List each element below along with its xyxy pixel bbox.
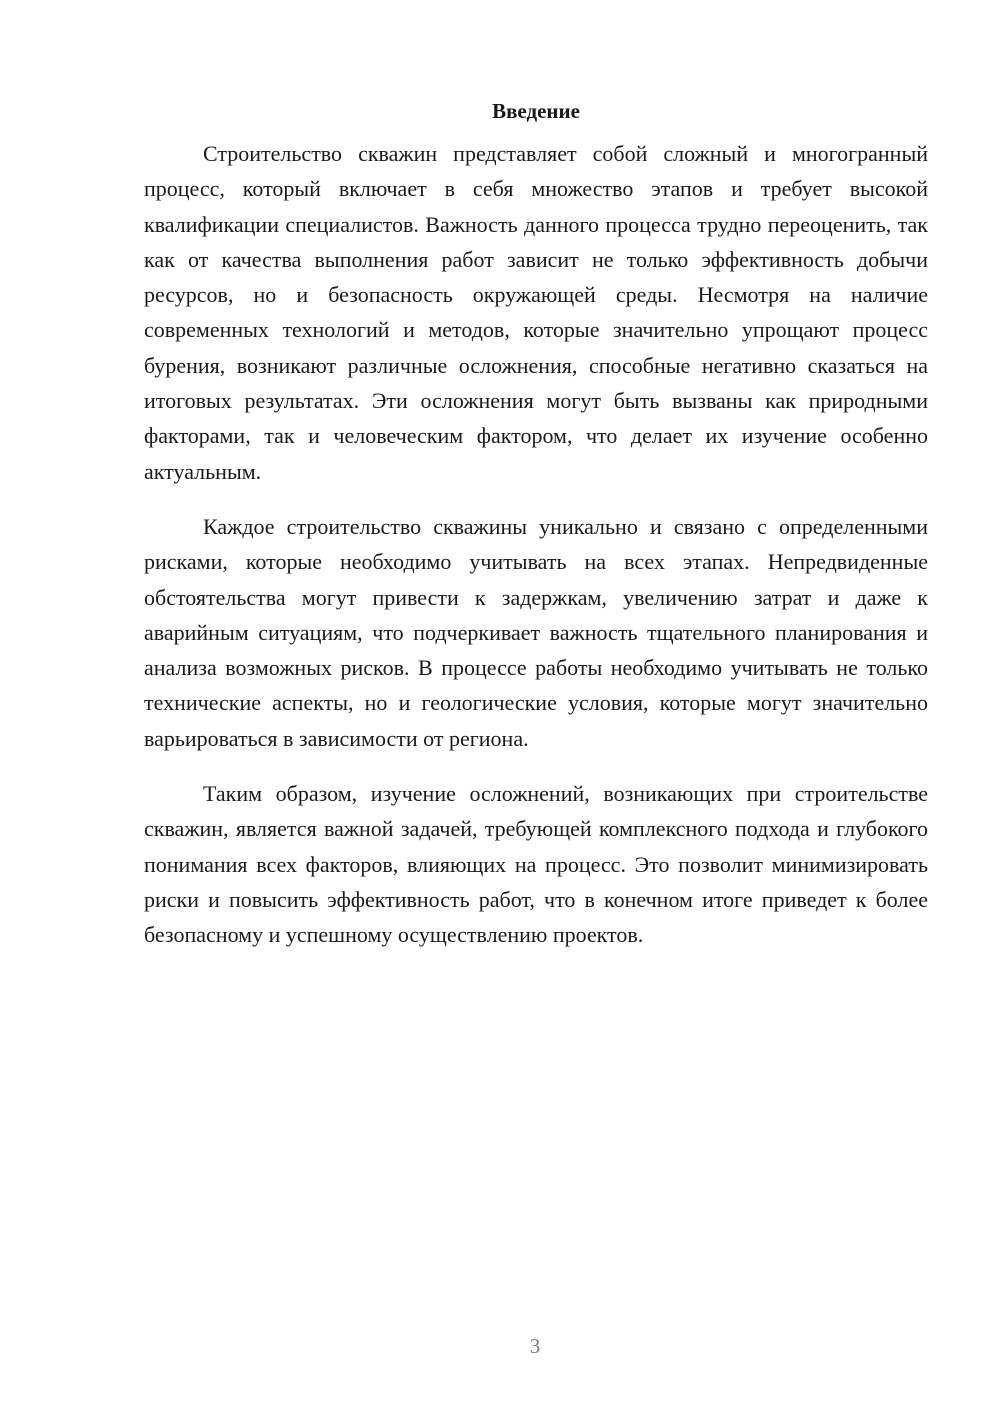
page-content — [144, 94, 928, 973]
paragraph-3: Таким образом, изучение осложнений, возникающих при строительстве скважин, является важной задачей, требующей комплексного подхода и глубокого понимания всех факторов, влияющих на процесс. Это позволит минимизировать риски и повысить эффективность работ, что в конечном итоге приведет к более безопасному и успешному осуществлению проектов. — [144, 781, 928, 948]
paragraph-2: Каждое строительство скважины уникально и связано с определенными рисками, которые необходимо учитывать на всех этапах. Непредвиденные обстоятельства могут привести к задержкам, увеличению затрат и даже к аварийным ситуациям, что подчеркивает важность тщательного планирования и анализа возможных рисков. В процессе работы необходимо учитывать не только технические аспекты, но и геологические условия, которые могут значительно варьироваться в зависимости от региона. — [144, 513, 928, 751]
page-number: 3 — [529, 1334, 541, 1358]
section-heading: Введение — [492, 99, 580, 123]
paragraph-1: Строительство скважин представляет собой сложный и многогранный процесс, который включает в себя множество этапов и требует высокой квалификации специалистов. Важность данного процесса трудно переоценить, так как от качества выполнения работ зависит не только эффективность добычи ресурсов, но и безопасность окружающей среды. Несмотря на наличие современных технологий и методов, которые значительно упрощают процесс бурения, возникают различные осложнения, способные негативно сказаться на итоговых результатах. Эти осложнения могут быть вызваны как природными факторами, так и человеческим фактором, что делает их изучение особенно актуальным. — [144, 141, 928, 484]
